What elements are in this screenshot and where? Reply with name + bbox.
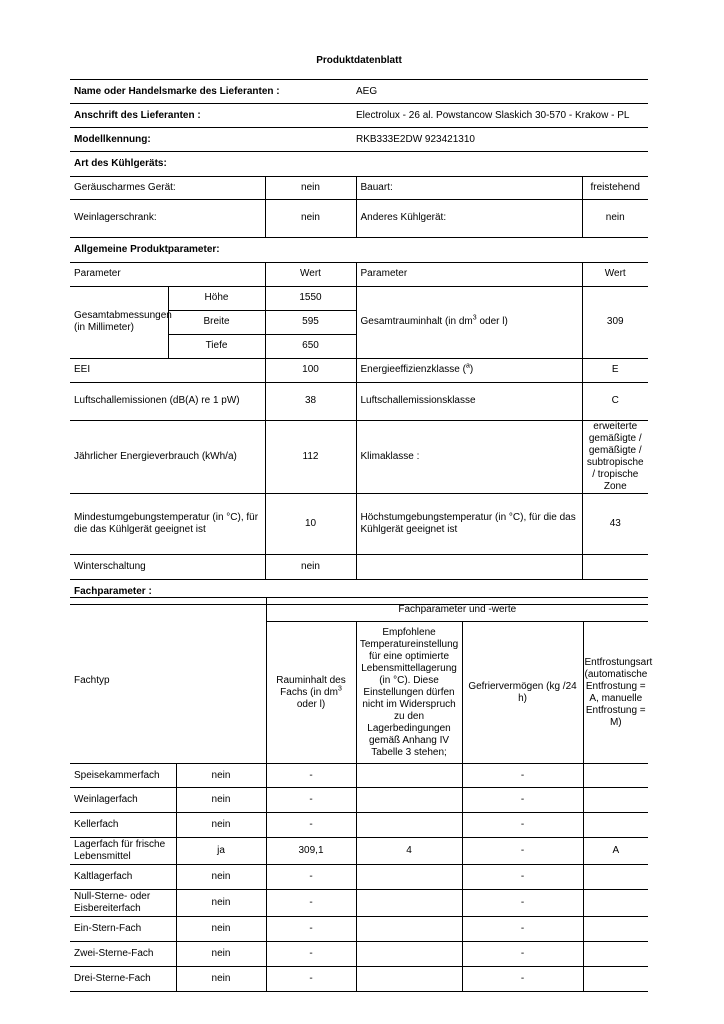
compartment-freeze: - — [462, 813, 583, 838]
compartment-defrost — [583, 967, 648, 992]
compartment-present: nein — [176, 813, 266, 838]
general-table — [70, 152, 648, 605]
compartment-defrost — [583, 764, 648, 788]
climate-label: Klimaklasse : — [356, 420, 582, 493]
compartment-type: Null-Sterne- oder Eisbereiterfach — [70, 890, 176, 917]
compartment-defrost — [583, 865, 648, 890]
dimensions-label: Gesamtabmessungen (in Millimeter) — [70, 286, 168, 358]
dim-height-value: 1550 — [265, 286, 356, 310]
winter-label: Winterschaltung — [70, 554, 265, 579]
compartment-volume: 309,1 — [266, 838, 356, 865]
min-temp-value: 10 — [265, 493, 356, 554]
eei-row — [70, 358, 648, 382]
noise-label: Luftschallemissionen (dB(A) re 1 pW) — [70, 382, 265, 420]
energy-row — [70, 420, 648, 493]
compartment-temp — [356, 764, 462, 788]
compartment-row — [70, 813, 648, 838]
noise-row — [70, 382, 648, 420]
dim-row-height — [70, 286, 648, 310]
dim-depth-label: Tiefe — [168, 334, 265, 358]
min-temp-label: Mindestumgebungstemperatur (in °C), für die das Kühlgerät geeignet ist — [70, 493, 265, 554]
defrost-col-header: Entfrostungsart (automatische Entfrostung = A, manuelle Entfrostung = M) — [583, 622, 648, 764]
winter-value: nein — [265, 554, 356, 579]
value-col-header: Wert — [265, 262, 356, 286]
climate-value: erweiterte gemäßigte / gemäßigte / subtropische / tropische Zone — [582, 420, 648, 493]
compartment-volume: - — [266, 813, 356, 838]
compartment-freeze: - — [462, 865, 583, 890]
volume-col-header: Rauminhalt des Fachs (in $dm^3$ oder l) — [266, 622, 356, 764]
model-label: Modellkennung: — [70, 128, 352, 152]
general-heading-row — [70, 237, 648, 262]
compartment-type: Drei-Sterne-Fach — [70, 967, 176, 992]
dim-width-value: 595 — [265, 310, 356, 334]
compartment-present: ja — [176, 838, 266, 865]
compartments-body — [70, 764, 648, 992]
compartments-heading: Fachparameter : — [70, 579, 648, 604]
param-col-header: Parameter — [70, 262, 265, 286]
compartments-table — [70, 597, 653, 992]
supplier-address-row — [70, 104, 648, 128]
compartment-present: nein — [176, 865, 266, 890]
compartment-defrost — [583, 813, 648, 838]
type-value-3: nein — [265, 199, 356, 237]
compartment-present: nein — [176, 917, 266, 942]
type-value-1: nein — [265, 176, 356, 199]
freeze-col-header: Gefriervermögen (kg /24 h) — [462, 622, 583, 764]
compartment-row — [70, 942, 648, 967]
compartment-present: nein — [176, 890, 266, 917]
supplier-table — [70, 79, 648, 152]
compartment-type: Speisekammerfach — [70, 764, 176, 788]
compartment-temp: 4 — [356, 838, 462, 865]
compartment-temp — [356, 865, 462, 890]
general-header-row — [70, 262, 648, 286]
compartment-freeze: - — [462, 917, 583, 942]
temp-col-header: Empfohlene Temperatureinstellung für eine optimierte Lebensmittellagerung (in °C). Diese Einstellungen dürfen nicht im Widerspruch zu den Lagerbedingungen gemäß Anhang IV Tabelle 3 stehen; — [356, 622, 462, 764]
param-col-header-2: Parameter — [356, 262, 582, 286]
compartment-temp — [356, 967, 462, 992]
compartment-volume: - — [266, 890, 356, 917]
energy-class-value: E — [582, 358, 648, 382]
model-value: RKB333E2DW 923421310 — [352, 128, 648, 152]
compartment-defrost: A — [583, 838, 648, 865]
compartment-row — [70, 764, 648, 788]
page-title: Produktdatenblatt — [316, 55, 402, 66]
compartments-group-row — [70, 598, 648, 622]
group-header: Fachparameter und -werte — [266, 598, 648, 622]
compartment-type: Lagerfach für frische Lebensmittel — [70, 838, 176, 865]
compartment-defrost — [583, 788, 648, 813]
compartment-temp — [356, 890, 462, 917]
compartment-defrost — [583, 942, 648, 967]
compartment-type: Ein-Stern-Fach — [70, 917, 176, 942]
compartment-freeze: - — [462, 788, 583, 813]
compartment-temp — [356, 942, 462, 967]
compartment-type: Kellerfach — [70, 813, 176, 838]
compartment-volume: - — [266, 865, 356, 890]
noise-class-value: C — [582, 382, 648, 420]
compartment-present: nein — [176, 942, 266, 967]
compartment-defrost — [583, 890, 648, 917]
type-value-4: nein — [582, 199, 648, 237]
compartment-row — [70, 967, 648, 992]
compartment-volume: - — [266, 917, 356, 942]
eei-value: 100 — [265, 358, 356, 382]
temp-row — [70, 493, 648, 554]
general-heading: Allgemeine Produktparameter: — [70, 237, 648, 262]
compartment-temp — [356, 917, 462, 942]
compartment-volume: - — [266, 967, 356, 992]
winter-row — [70, 554, 648, 579]
compartment-volume: - — [266, 764, 356, 788]
type-row-1 — [70, 176, 648, 199]
dim-height-label: Höhe — [168, 286, 265, 310]
compartment-present: nein — [176, 967, 266, 992]
compartment-freeze: - — [462, 838, 583, 865]
compartment-row — [70, 890, 648, 917]
energy-class-label: Energieeffizienzklasse ($^a$) — [356, 358, 582, 382]
volume-label: Gesamtrauminhalt (in $dm^3$ oder l) — [356, 286, 582, 358]
type-value-2: freistehend — [582, 176, 648, 199]
supplier-address-label: Anschrift des Lieferanten : — [70, 104, 352, 128]
fachtyp-header: Fachtyp — [70, 598, 266, 764]
type-label-3: Weinlagerschrank: — [70, 199, 265, 237]
compartment-present: nein — [176, 764, 266, 788]
type-label-2: Bauart: — [356, 176, 582, 199]
compartment-type: Weinlagerfach — [70, 788, 176, 813]
winter-empty-2 — [582, 554, 648, 579]
type-label-1: Geräuscharmes Gerät: — [70, 176, 265, 199]
compartment-freeze: - — [462, 764, 583, 788]
compartment-row — [70, 865, 648, 890]
compartment-row — [70, 917, 648, 942]
type-row-2 — [70, 199, 648, 237]
winter-empty-1 — [356, 554, 582, 579]
compartment-type: Kaltlagerfach — [70, 865, 176, 890]
compartment-type: Zwei-Sterne-Fach — [70, 942, 176, 967]
max-temp-label: Höchstumgebungstemperatur (in °C), für die das Kühlgerät geeignet ist — [356, 493, 582, 554]
type-heading: Art des Kühlgeräts: — [70, 152, 648, 176]
noise-class-label: Luftschallemissionsklasse — [356, 382, 582, 420]
dim-width-label: Breite — [168, 310, 265, 334]
volume-value: 309 — [582, 286, 648, 358]
compartment-row — [70, 838, 648, 865]
compartment-defrost — [583, 917, 648, 942]
compartment-freeze: - — [462, 890, 583, 917]
supplier-address-value: Electrolux - 26 al. Powstancow Slaskich 30-570 - Krakow - PL — [352, 104, 648, 128]
compartment-freeze: - — [462, 967, 583, 992]
dim-depth-value: 650 — [265, 334, 356, 358]
model-row — [70, 128, 648, 152]
value-col-header-2: Wert — [582, 262, 648, 286]
compartment-temp — [356, 788, 462, 813]
supplier-name-label: Name oder Handelsmarke des Lieferanten : — [70, 80, 352, 104]
type-heading-row — [70, 152, 648, 176]
supplier-name-row — [70, 80, 648, 104]
compartment-temp — [356, 813, 462, 838]
compartment-volume: - — [266, 788, 356, 813]
compartment-volume: - — [266, 942, 356, 967]
energy-label: Jährlicher Energieverbrauch (kWh/a) — [70, 420, 265, 493]
eei-label: EEI — [70, 358, 265, 382]
energy-value: 112 — [265, 420, 356, 493]
compartment-present: nein — [176, 788, 266, 813]
compartment-freeze: - — [462, 942, 583, 967]
compartment-row — [70, 788, 648, 813]
type-label-4: Anderes Kühlgerät: — [356, 199, 582, 237]
max-temp-value: 43 — [582, 493, 648, 554]
noise-value: 38 — [265, 382, 356, 420]
supplier-name-value: AEG — [352, 80, 648, 104]
